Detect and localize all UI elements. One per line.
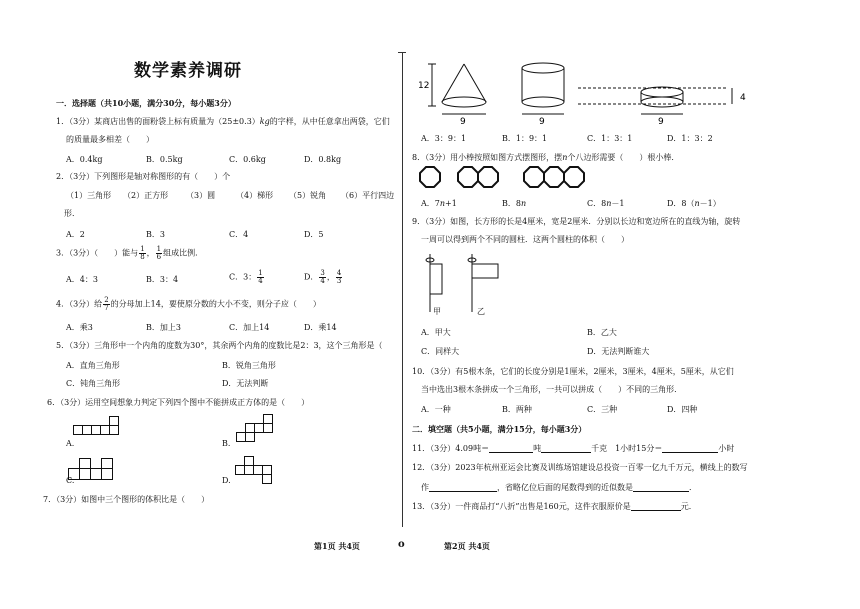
q4-option-b[interactable]: B．加上3: [146, 323, 181, 332]
q5-option-a[interactable]: A．直角三角形: [66, 361, 120, 370]
question-12: 12．（3分）2023年杭州亚运会比赛及训练场馆建设总投资一百零一亿九千万元，横线上的数写: [412, 463, 748, 472]
fraction: $\frac{2}{7}$: [104, 296, 109, 312]
q6-option-c[interactable]: C.: [66, 476, 75, 485]
q7-option-d[interactable]: D．1：3：2: [667, 134, 713, 143]
q4-option-c[interactable]: C．加上14: [229, 323, 270, 332]
q10-option-b[interactable]: B．两种: [502, 405, 532, 414]
q5-option-b[interactable]: B．锐角三角形: [222, 361, 276, 370]
q1-option-d[interactable]: D．0.8kg: [304, 155, 342, 164]
fraction: $\frac{1}{6}$: [156, 245, 162, 261]
q7-option-a[interactable]: A．3：9：1: [421, 134, 467, 143]
q9-option-d[interactable]: D．无法判断谁大: [587, 347, 650, 356]
q4-option-d[interactable]: D．乘14: [304, 323, 337, 332]
cube-net-a: [73, 414, 123, 442]
cube-net-d: [235, 455, 285, 485]
q2-item-4: （4）梯形: [236, 191, 274, 200]
section-heading-fill: 二．填空题（共5小题，满分15分，每小题3分）: [412, 424, 587, 434]
question-9-line2: 一周可以得到两个不同的圆柱．这两个圆柱的体积（ ）: [421, 235, 629, 244]
q7-height-label: 12: [418, 81, 430, 91]
q9-option-b[interactable]: B．乙大: [587, 328, 617, 337]
answer-blank[interactable]: [662, 445, 718, 453]
q9-option-c[interactable]: C．同样大: [421, 347, 460, 356]
cube-net-b: [236, 412, 286, 444]
q8-option-c[interactable]: C．8n－1: [587, 199, 625, 208]
question-11: 11．（3分）4.09吨＝ 吨 千克 1小时15分＝ 小时: [412, 444, 735, 453]
q3-option-d[interactable]: D． $\frac{3}{4}$ ， $\frac{4}{3}$: [304, 269, 342, 285]
answer-blank[interactable]: [541, 445, 591, 453]
q2-item-5: （5）锐角: [289, 191, 327, 200]
question-1: 1．（3分）某商店出售的面粉袋上标有质量为（25±0.3）kg的字样，从中任意拿出两袋，它们: [56, 117, 390, 126]
q6-option-d[interactable]: D.: [222, 476, 231, 485]
question-10: 10．（3分）有5根木条，它们的长度分别是1厘米，2厘米，3厘米，4厘米，5厘米，从它们: [412, 367, 734, 376]
question-1-line2: 的质量最多相差（ ）: [66, 135, 154, 144]
fraction: $\frac{1}{4}$: [258, 269, 263, 285]
q9-label-jia: 甲: [433, 307, 441, 316]
binding-hole-mark: o: [398, 539, 405, 550]
q2-item-3: （3）圆: [186, 191, 216, 200]
q7-figure-solids: [418, 58, 758, 128]
q2-option-c[interactable]: C．4: [229, 230, 249, 239]
q3-option-c[interactable]: C．3： $\frac{1}{4}$: [229, 269, 263, 285]
q7-base-label-cone: 9: [460, 117, 466, 127]
q7-base-label-cylinder: 9: [539, 117, 545, 127]
question-13: 13．（3分）一件商品打“八折”出售是160元，这件衣服原价是 元．: [412, 502, 697, 511]
q3-option-a[interactable]: A．4：3: [66, 275, 98, 284]
q5-option-d[interactable]: D．无法判断: [222, 379, 269, 388]
question-4: 4．（3分）给 $\frac{2}{7}$ 的分母加上14，要使原分数的大小不变，则分子应（ ）: [56, 296, 321, 312]
page-divider-top: [398, 52, 406, 53]
question-10-line2: 当中选出3根木条拼成一个三角形，一共可以拼成（ ）不同的三角形．: [421, 385, 683, 394]
cube-net-c: [68, 458, 124, 488]
q3-option-b[interactable]: B．3：4: [146, 275, 179, 284]
answer-blank[interactable]: [489, 445, 533, 453]
q2-item-2: （2）正方形: [123, 191, 169, 200]
page-number-left: 第1页 共4页: [314, 541, 360, 551]
q9-label-yi: 乙: [477, 307, 485, 316]
question-7: 7．（3分）如图中三个图形的体积比是（ ）: [43, 495, 210, 504]
q4-option-a[interactable]: A．乘3: [66, 323, 93, 332]
answer-blank[interactable]: [631, 503, 681, 511]
q10-option-c[interactable]: C．三种: [587, 405, 618, 414]
q1-option-b[interactable]: B．0.5kg: [146, 155, 183, 164]
question-2: 2．（3分）下列图形是轴对称图形的有（ ）个: [56, 172, 231, 181]
answer-blank[interactable]: [633, 484, 689, 492]
q10-option-d[interactable]: D．四种: [667, 405, 698, 414]
q1-option-c[interactable]: C．0.6kg: [229, 155, 266, 164]
q7-small-height-label: 4: [740, 93, 746, 103]
page-number-right: 第2页 共4页: [444, 541, 490, 551]
q8-option-b[interactable]: B．8n: [502, 199, 527, 208]
q2-item-6-tail: 形．: [64, 209, 80, 218]
q8-option-a[interactable]: A．7n+1: [421, 199, 457, 208]
question-9: 9．（3分）如图，长方形的长是4厘米，宽是2厘米．分别以长边和宽边所在的直线为轴，旋转: [412, 217, 741, 226]
question-5: 5．（3分）三角形中一个内角的度数为30°，其余两个内角的度数比是2：3，这个三角形是（: [56, 341, 383, 350]
question-6: 6．（3分）运用空间想象力判定下列四个图中不能拼成正方体的是（ ）: [47, 398, 310, 407]
page-divider: [402, 52, 403, 527]
question-8: 8．（3分）用小棒按照如图方式摆图形，摆n个八边形需要（ ）根小棒．: [412, 153, 680, 162]
q2-option-d[interactable]: D．5: [304, 230, 324, 239]
q2-item-6: （6）平行四边: [341, 191, 395, 200]
q6-option-a[interactable]: A.: [66, 439, 75, 448]
question-3: 3．（3分）（ ）能与 $\frac{1}{8}$ ， $\frac{1}{6}$ 组成比例．: [56, 245, 204, 261]
page-title: 数学素养调研: [134, 61, 242, 81]
q8-octagon-figures: [420, 165, 620, 193]
q9-option-a[interactable]: A．甲大: [421, 328, 451, 337]
q7-option-b[interactable]: B．1：9：1: [502, 134, 548, 143]
q7-base-label-small-cylinder: 9: [658, 117, 664, 127]
q2-option-a[interactable]: A．2: [66, 230, 85, 239]
answer-blank[interactable]: [429, 484, 497, 492]
q1-option-a[interactable]: A．0.4kg: [66, 155, 103, 164]
fraction: $\frac{4}{3}$: [336, 269, 342, 285]
q10-option-a[interactable]: A．一种: [421, 405, 451, 414]
q7-option-c[interactable]: C．1：3：1: [587, 134, 633, 143]
section-heading-choice: 一．选择题（共10小题，满分30分，每小题3分）: [56, 98, 236, 108]
q8-option-d[interactable]: D．8（n－1）: [667, 199, 721, 208]
q5-option-c[interactable]: C．钝角三角形: [66, 379, 121, 388]
q2-option-b[interactable]: B．3: [146, 230, 165, 239]
question-12-line2: 作 ，省略亿位后面的尾数得到的近似数是 ．: [421, 483, 697, 492]
q2-item-1: （1）三角形: [66, 191, 112, 200]
fraction: $\frac{1}{8}$: [140, 245, 145, 261]
q6-option-b[interactable]: B.: [222, 439, 231, 448]
fraction: $\frac{3}{4}$: [320, 269, 325, 285]
